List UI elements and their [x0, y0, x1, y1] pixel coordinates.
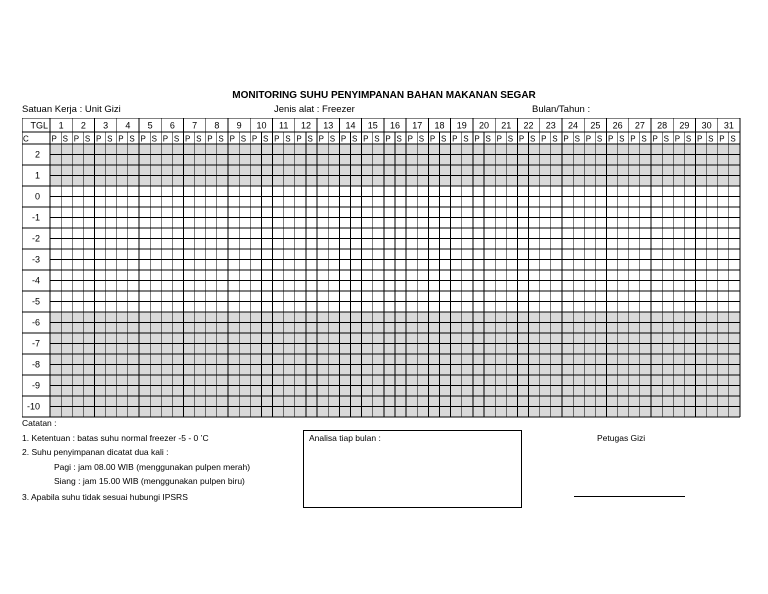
day-header: 10: [256, 120, 267, 131]
sub-header-pagi: P: [296, 134, 302, 144]
day-header: 11: [279, 120, 289, 131]
day-header: 15: [367, 120, 378, 131]
sub-header-pagi: P: [207, 134, 213, 144]
sub-header-pagi: P: [318, 134, 324, 144]
sub-header-pagi: P: [251, 134, 258, 144]
temperature-label: -9: [31, 380, 40, 391]
sub-header-siang: S: [708, 134, 714, 144]
temperature-label: 0: [34, 191, 40, 202]
sub-header-siang: S: [173, 134, 180, 144]
day-header: 1: [58, 120, 64, 131]
day-header: 14: [345, 120, 356, 131]
sub-header-siang: S: [196, 134, 202, 144]
temperature-label: -10: [26, 401, 40, 412]
day-header: 22: [523, 120, 534, 131]
sub-header-siang: S: [596, 134, 603, 144]
catatan-label: Catatan :: [22, 418, 57, 428]
sub-header-siang: S: [374, 134, 380, 144]
unit-header: C: [23, 134, 29, 144]
sub-header-pagi: P: [585, 134, 592, 144]
sub-header-pagi: P: [118, 134, 124, 144]
signature-line: [574, 496, 685, 497]
temperature-label: -7: [31, 338, 40, 349]
sub-header-siang: S: [530, 134, 536, 144]
sub-header-pagi: P: [541, 134, 547, 144]
sub-header-pagi: P: [474, 134, 480, 144]
sub-header-pagi: P: [607, 134, 614, 144]
note-item: 1. Ketentuan : batas suhu normal freezer -5 - 0 ’C: [22, 433, 209, 443]
sub-header-siang: S: [307, 134, 313, 144]
day-header: 17: [412, 120, 423, 131]
signature-label: Petugas Gizi: [597, 433, 646, 443]
sub-header-pagi: P: [452, 134, 458, 144]
sub-header-pagi: P: [674, 134, 681, 144]
temperature-label: -1: [31, 212, 40, 223]
day-header: 18: [434, 120, 445, 131]
sub-header-pagi: P: [363, 134, 369, 144]
day-header: 3: [103, 120, 109, 131]
sub-header-pagi: P: [496, 134, 503, 144]
sub-header-siang: S: [262, 134, 269, 144]
sub-header-pagi: P: [518, 134, 525, 144]
temperature-label: -2: [31, 233, 40, 244]
day-header: 2: [80, 120, 86, 131]
page-title: MONITORING SUHU PENYIMPANAN BAHAN MAKANAN SEGAR: [232, 90, 536, 101]
note-item: 2. Suhu penyimpanan dicatat dua kali :: [22, 447, 169, 457]
sub-header-pagi: P: [652, 134, 658, 144]
day-header: 4: [125, 120, 131, 131]
note-item: Siang : jam 15.00 WIB (menggunakan pulpen biru): [54, 476, 245, 486]
sub-header-pagi: P: [407, 134, 413, 144]
sub-header-siang: S: [285, 134, 291, 144]
sub-header-pagi: P: [274, 134, 280, 144]
sub-header-pagi: P: [630, 134, 636, 144]
sub-header-pagi: P: [162, 134, 169, 144]
bulan-tahun-label: Bulan/Tahun :: [532, 104, 591, 115]
day-header: 16: [389, 120, 401, 131]
sub-header-siang: S: [663, 134, 669, 144]
day-header: 27: [634, 120, 645, 131]
sub-header-pagi: P: [340, 134, 347, 144]
sub-header-pagi: P: [51, 134, 57, 144]
sub-header-siang: S: [685, 134, 692, 144]
day-header: 30: [701, 120, 712, 131]
day-header: 28: [657, 120, 668, 131]
analysis-box-label: Analisa tiap bulan :: [309, 433, 381, 443]
temperature-label: -8: [31, 359, 40, 370]
day-header: 25: [590, 120, 601, 131]
sub-header-siang: S: [396, 134, 402, 144]
sub-header-siang: S: [240, 134, 247, 144]
tgl-header: TGL: [30, 120, 48, 131]
sub-header-siang: S: [730, 134, 736, 144]
day-header: 29: [679, 120, 690, 131]
sub-header-pagi: P: [185, 134, 191, 144]
sub-header-siang: S: [485, 134, 491, 144]
sub-header-siang: S: [218, 134, 224, 144]
day-header: 24: [568, 120, 579, 131]
sub-header-pagi: P: [140, 134, 146, 144]
day-header: 23: [545, 120, 556, 131]
temperature-label: 2: [34, 149, 40, 160]
sub-header-siang: S: [507, 134, 514, 144]
day-header: 6: [169, 120, 175, 131]
sub-header-siang: S: [62, 134, 68, 144]
sub-header-pagi: P: [229, 134, 235, 144]
sub-header-siang: S: [441, 134, 447, 144]
sub-header-siang: S: [107, 134, 113, 144]
note-item: 3. Apabila suhu tidak sesuai hubungi IPSRS: [22, 492, 188, 502]
analysis-box: [303, 430, 522, 508]
day-header: 20: [479, 120, 490, 131]
sub-header-siang: S: [351, 134, 358, 144]
sub-header-siang: S: [84, 134, 91, 144]
sub-header-pagi: P: [429, 134, 436, 144]
day-header: 7: [192, 120, 198, 131]
sub-header-siang: S: [619, 134, 625, 144]
temperature-grid: [22, 118, 741, 418]
day-header: 8: [214, 120, 220, 131]
day-header: 9: [236, 120, 242, 131]
sub-header-pagi: P: [96, 134, 102, 144]
note-item: Pagi : jam 08.00 WIB (menggunakan pulpen merah): [54, 462, 251, 472]
day-header: 5: [147, 120, 153, 131]
sub-header-siang: S: [329, 134, 336, 144]
day-header: 26: [612, 120, 623, 131]
day-header: 13: [323, 120, 334, 131]
sub-header-siang: S: [574, 134, 580, 144]
day-header: 19: [456, 120, 467, 131]
temperature-label: -5: [31, 296, 40, 307]
temperature-label: -4: [31, 275, 40, 286]
sub-header-pagi: P: [719, 134, 725, 144]
sub-header-pagi: P: [73, 134, 80, 144]
sub-header-siang: S: [418, 134, 425, 144]
temperature-label: 1: [34, 170, 40, 181]
day-header: 31: [723, 120, 734, 131]
jenis-alat-label: Jenis alat : Freezer: [274, 104, 355, 115]
sub-header-siang: S: [151, 134, 158, 144]
sub-header-siang: S: [641, 134, 647, 144]
day-header: 12: [300, 120, 311, 131]
sub-header-pagi: P: [385, 134, 391, 144]
sub-header-siang: S: [463, 134, 469, 144]
temperature-label: -6: [31, 317, 40, 328]
temperature-label: -3: [31, 254, 40, 265]
sub-header-siang: S: [129, 134, 135, 144]
sub-header-pagi: P: [696, 134, 703, 144]
day-header: 21: [501, 120, 512, 131]
sub-header-siang: S: [552, 134, 558, 144]
satuan-kerja-label: Satuan Kerja : Unit Gizi: [22, 104, 121, 115]
sub-header-pagi: P: [563, 134, 569, 144]
